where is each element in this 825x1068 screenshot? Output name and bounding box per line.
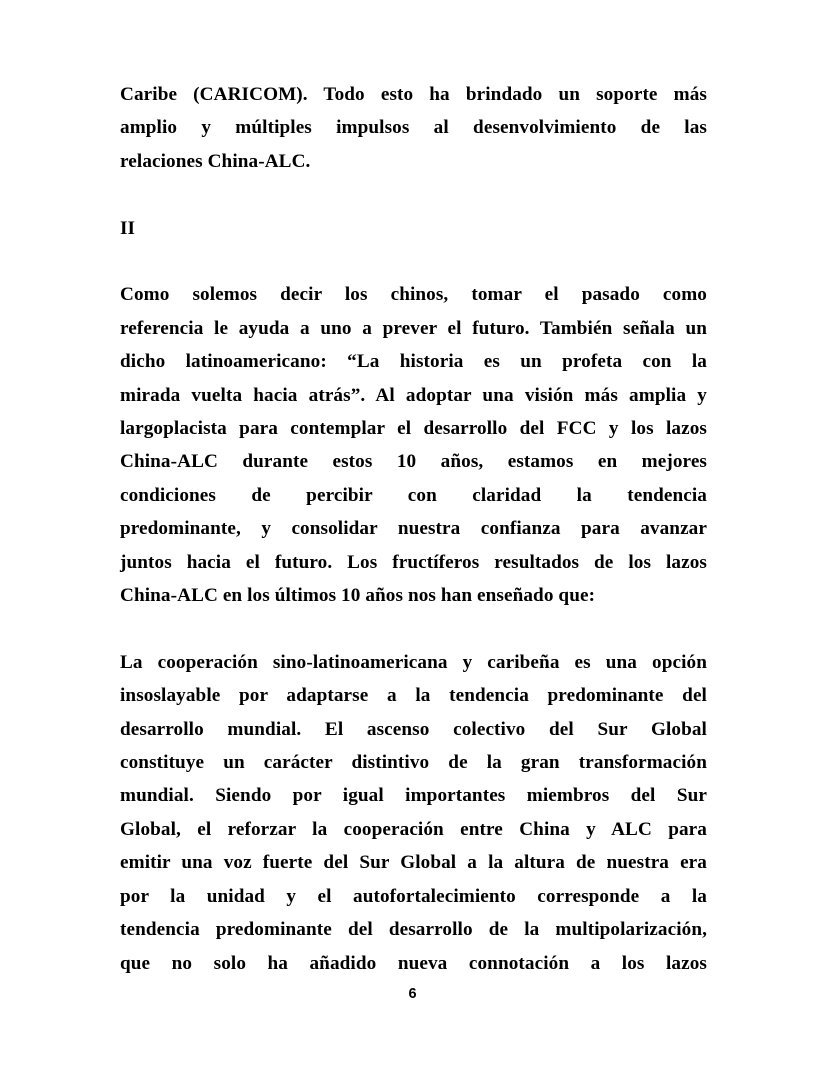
text-line: dicho latinoamericano: “La historia es un profeta con la: [120, 351, 707, 373]
paragraph-spacer: [120, 178, 707, 211]
text-line: La cooperación sino-latinoamericana y caribeña es una opción: [120, 651, 707, 673]
text-line: China-ALC durante estos 10 años, estamos en mejores: [120, 451, 707, 473]
text-line: amplio y múltiples impulsos al desenvolvimiento de las: [120, 117, 707, 139]
text-line: constituye un carácter distintivo de la gran transformación: [120, 752, 707, 774]
text-line: mundial. Siendo por igual importantes miembros del Sur: [120, 785, 707, 807]
text-line: desarrollo mundial. El ascenso colectivo del Sur Global: [120, 718, 707, 740]
text-line: insoslayable por adaptarse a la tendencia predominante del: [120, 685, 707, 707]
text-line: predominante, y consolidar nuestra confianza para avanzar: [120, 518, 707, 540]
text-line: juntos hacia el futuro. Los fructíferos resultados de los lazos: [120, 551, 707, 573]
text-line: emitir una voz fuerte del Sur Global a la altura de nuestra era: [120, 852, 707, 874]
paragraph-spacer: [120, 245, 707, 278]
text-line: Caribe (CARICOM). Todo esto ha brindado un soporte más: [120, 84, 707, 105]
text-line: Global, el reforzar la cooperación entre China y ALC para: [120, 818, 707, 840]
paragraph-spacer: [120, 612, 707, 645]
text-line: Como solemos decir los chinos, tomar el pasado como: [120, 284, 707, 306]
paragraph-cooperacion: [120, 646, 707, 980]
text-line: tendencia predominante del desarrollo de la multipolarización,: [120, 919, 707, 941]
text-line: relaciones China-ALC.: [120, 150, 311, 172]
text-line: China-ALC en los últimos 10 años nos han enseñado que:: [120, 585, 596, 607]
page-number: 6: [408, 986, 417, 1002]
text-line: referencia le ayuda a uno a prever el futuro. También señala un: [120, 317, 707, 339]
paragraph-caricom: [120, 78, 707, 178]
text-line: mirada vuelta hacia atrás”. Al adoptar una visión más amplia y: [120, 384, 707, 406]
page-text-body: [120, 78, 707, 980]
text-line: por la unidad y el autofortalecimiento corresponde a la: [120, 885, 707, 907]
section-heading-two: II: [120, 217, 135, 239]
text-line: largoplacista para contemplar el desarrollo del FCC y los lazos: [120, 418, 707, 440]
text-line: que no solo ha añadido nueva connotación a los lazos: [120, 952, 707, 974]
text-line: condiciones de percibir con claridad la tendencia: [120, 484, 707, 506]
paragraph-historia: [120, 278, 707, 612]
